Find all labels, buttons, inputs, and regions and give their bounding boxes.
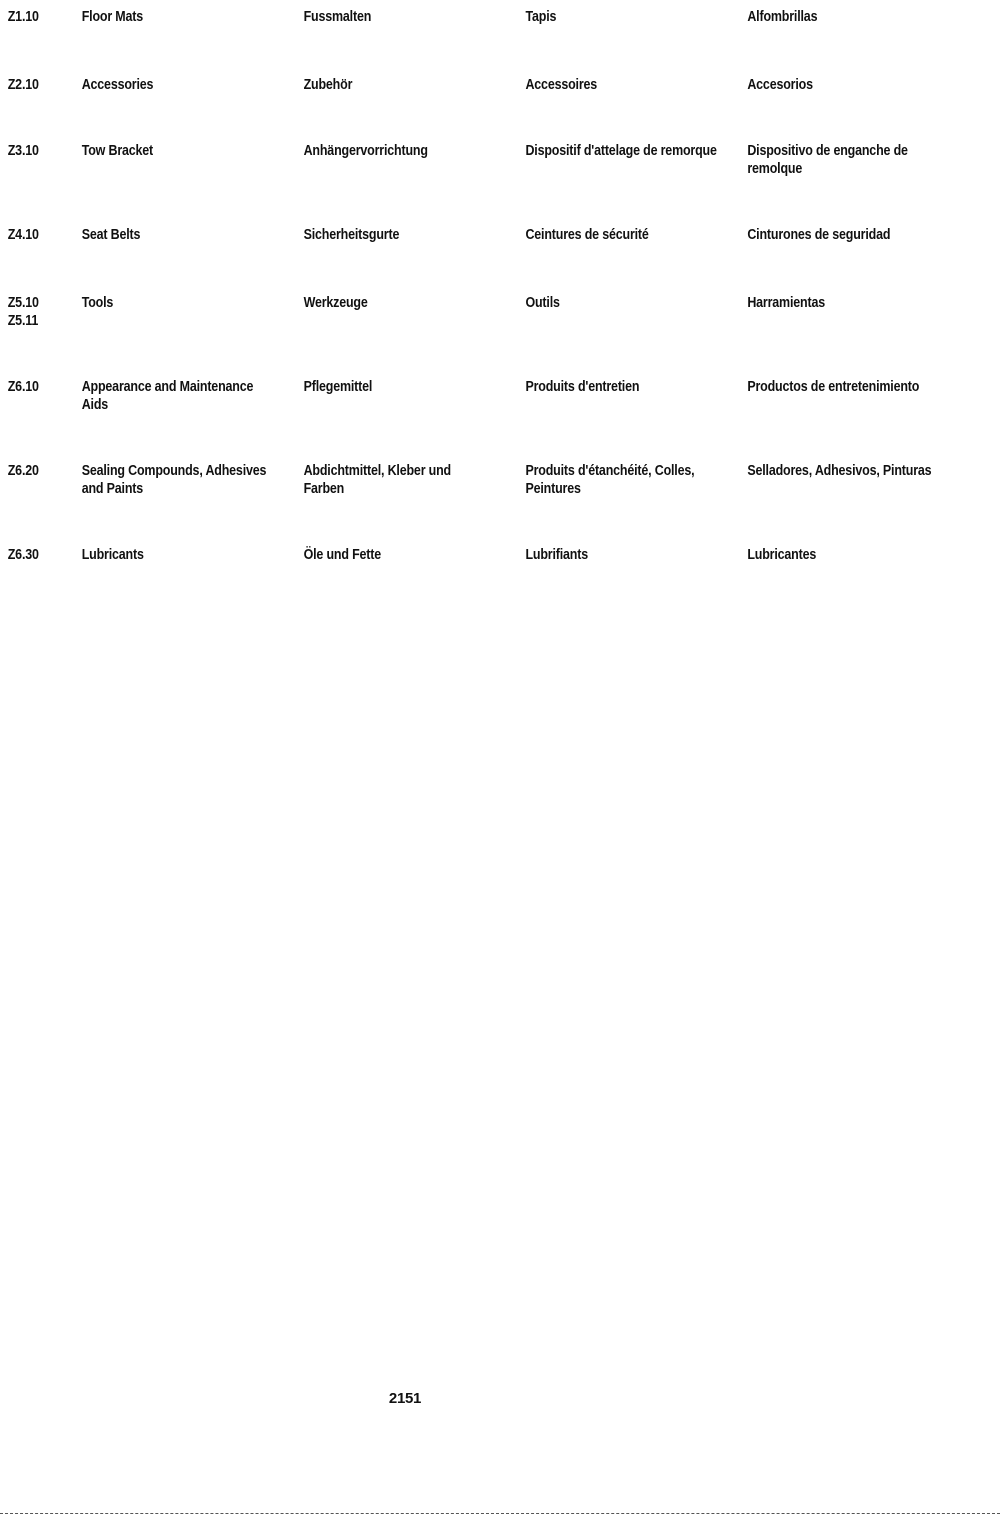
page-number: 2151 (388, 1390, 422, 1407)
term-english: Appearance and Maintenance Aids (81, 379, 254, 413)
part-code: Z4.10 (7, 227, 39, 243)
term-spanish: Accesorios (747, 77, 813, 93)
term-spanish: Lubricantes (747, 547, 817, 563)
term-spanish: Cinturones de seguridad (747, 227, 891, 243)
term-german: Pflegemittel (303, 379, 373, 395)
term-spanish: Alfombrillas (747, 9, 818, 25)
term-english: Seat Belts (81, 227, 141, 243)
term-german: Sicherheitsgurte (303, 227, 400, 243)
term-spanish: Harramientas (747, 295, 825, 311)
term-german: Zubehör (303, 77, 353, 93)
term-english: Accessories (81, 77, 154, 93)
term-spanish: Productos de entretenimiento (747, 379, 920, 395)
term-english: Sealing Compounds, Adhesives and Paints (81, 463, 267, 497)
part-code: Z1.10 (7, 9, 39, 25)
term-german: Öle und Fette (303, 547, 382, 563)
term-french: Produits d'étanchéité, Colles, Peintures (525, 463, 695, 497)
term-english: Tow Bracket (81, 143, 154, 159)
term-english: Tools (81, 295, 114, 311)
term-german: Anhängervorrichtung (303, 143, 428, 159)
term-french: Accessoires (525, 77, 598, 93)
part-code: Z3.10 (7, 143, 39, 159)
term-french: Outils (525, 295, 560, 311)
term-german: Fussmalten (303, 9, 372, 25)
term-spanish: Dispositivo de enganche de remolque (747, 143, 908, 177)
part-code: Z5.10 Z5.11 (7, 295, 39, 329)
term-english: Floor Mats (81, 9, 144, 25)
term-french: Tapis (525, 9, 557, 25)
part-code: Z6.10 (7, 379, 39, 395)
term-german: Werkzeuge (303, 295, 368, 311)
term-french: Ceintures de sécurité (525, 227, 649, 243)
term-german: Abdichtmittel, Kleber und Farben (303, 463, 452, 497)
term-french: Lubrifiants (525, 547, 588, 563)
term-french: Produits d'entretien (525, 379, 640, 395)
term-french: Dispositif d'attelage de remorque (525, 143, 717, 159)
part-code: Z6.30 (7, 547, 39, 563)
bottom-rule (0, 1513, 1000, 1514)
part-code: Z2.10 (7, 77, 39, 93)
term-spanish: Selladores, Adhesivos, Pinturas (747, 463, 932, 479)
part-code: Z6.20 (7, 463, 39, 479)
term-english: Lubricants (81, 547, 144, 563)
